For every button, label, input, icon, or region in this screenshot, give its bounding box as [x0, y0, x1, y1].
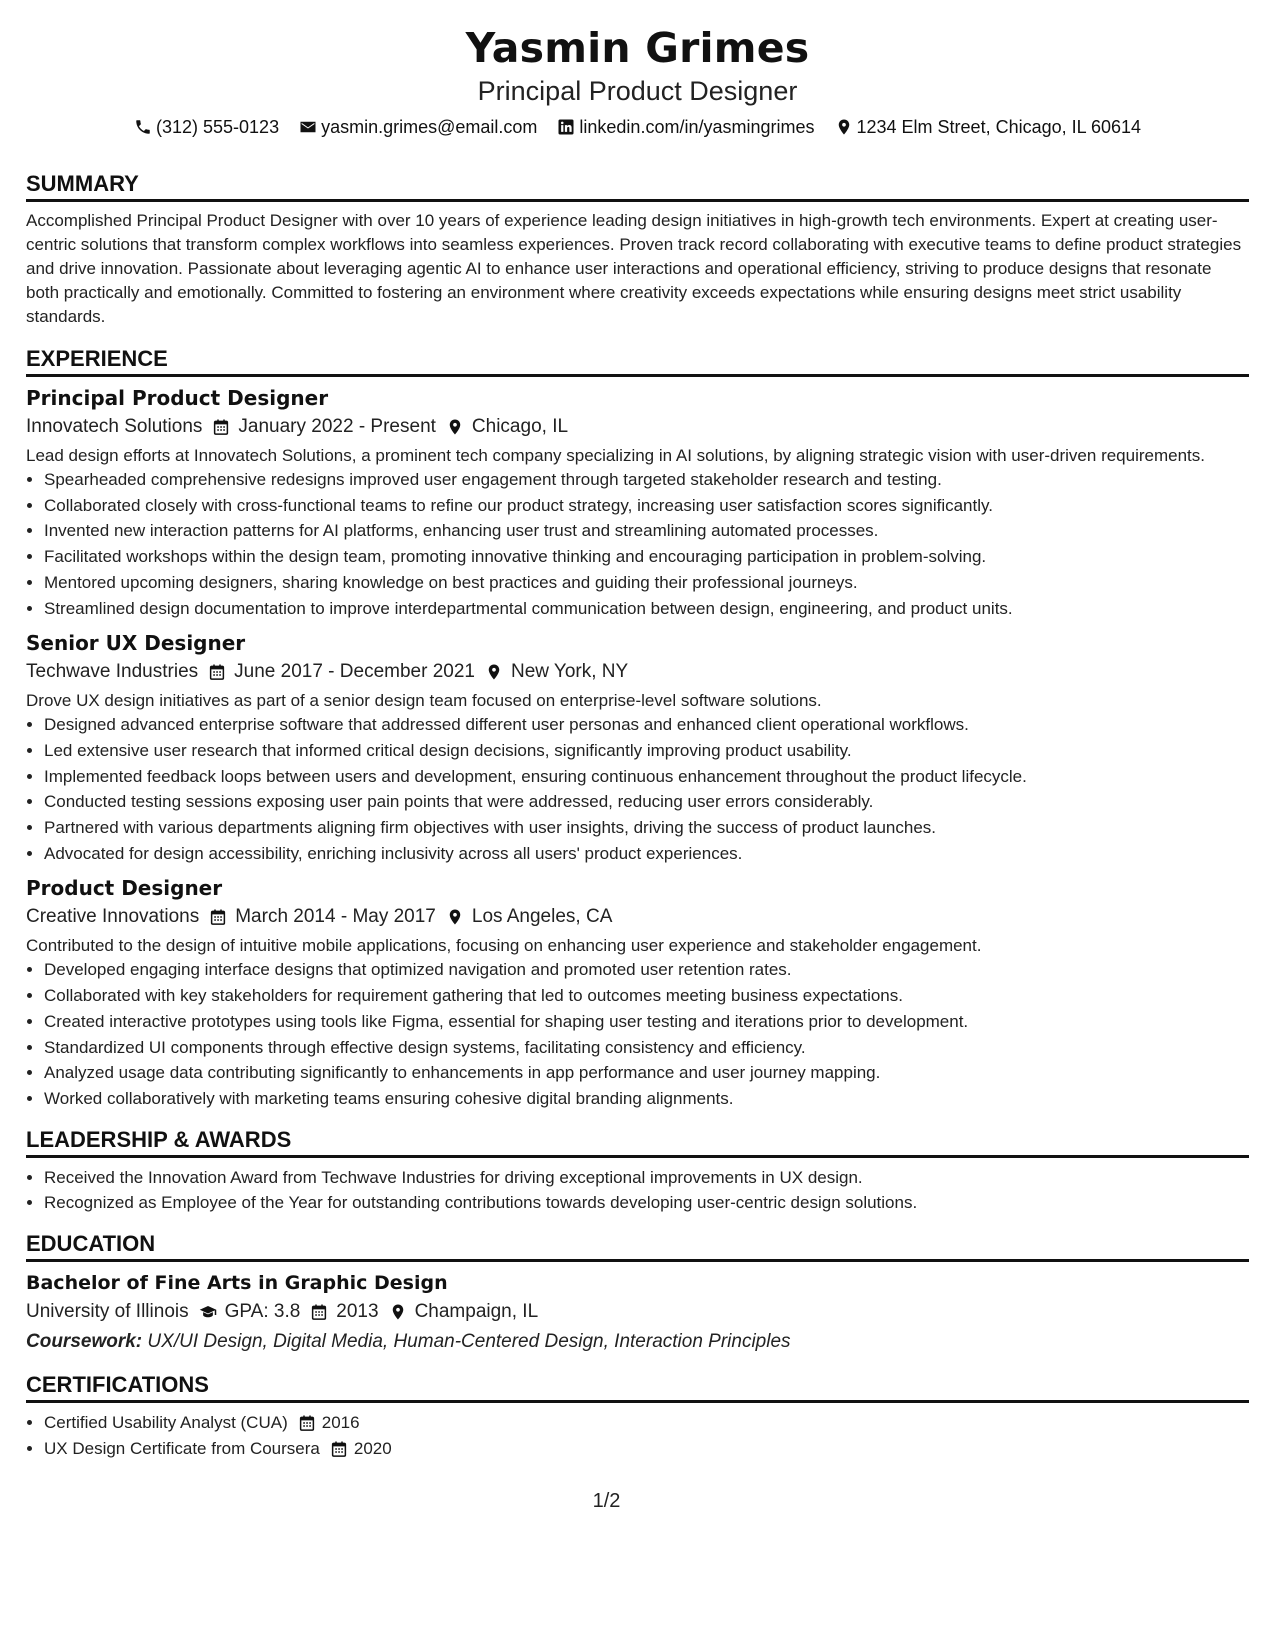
linkedin-link[interactable]: linkedin.com/in/yasmingrimes [579, 117, 815, 137]
list-item [44, 1410, 1249, 1436]
education-degree: Bachelor of Fine Arts in Graphic Design [26, 1272, 448, 1295]
calendar-icon [208, 663, 226, 681]
job-entry [26, 384, 1249, 621]
job-title: Principal Product Designer [26, 386, 329, 410]
summary-section [26, 170, 1249, 329]
job-description: Drove UX design initiatives as part of a senior design team focused on enterprise-level software solutions. [26, 691, 822, 711]
list-item: • Led extensive user research that informed critical design decisions, significantly improving product usability. [44, 738, 1249, 764]
contact-address [835, 114, 1142, 140]
map-pin-icon [485, 663, 503, 681]
job-location-text: New York, NY [510, 661, 629, 683]
resume-page [26, 22, 1249, 1461]
calendar-icon [310, 1303, 328, 1321]
list-item [44, 1436, 1249, 1462]
calendar-icon [330, 1440, 348, 1458]
list-item: • Spearheaded comprehensive redesigns improved user engagement through targeted stakeholder research and testing. [44, 467, 1249, 493]
email-link[interactable]: yasmin.grimes@email.com [321, 117, 538, 137]
job-description: Lead design efforts at Innovatech Solutions, a prominent tech company specializing in AI solutions, by aligning strategic vision with user-driven requirements. [26, 446, 1206, 465]
education-meta [26, 1297, 1249, 1327]
section-title-education: EDUCATION [26, 1230, 1249, 1262]
section-title-certifications: CERTIFICATIONS [26, 1371, 1249, 1403]
graduation-cap-icon [199, 1303, 217, 1321]
list-item: • Created interactive prototypes using tools like Figma, essential for shaping user testing and iterations prior to development. [44, 1009, 1249, 1035]
list-item: • Streamlined design documentation to improve interdepartmental communication between design, engineering, and product units. [44, 596, 1249, 622]
job-location-text: Chicago, IL [471, 416, 569, 437]
calendar-icon [298, 1414, 316, 1432]
list-item: • Recognized as Employee of the Year for outstanding contributions towards developing user-centric design solutions. [44, 1190, 1249, 1216]
calendar-icon [209, 908, 227, 926]
list-item: • Implemented feedback loops between users and development, ensuring continuous enhancement throughout the product lifecycle. [44, 764, 1249, 790]
section-title-experience: EXPERIENCE [26, 345, 1249, 377]
certification-name: • UX Design Certificate from Coursera [44, 1438, 320, 1458]
certification-name: • Certified Usability Analyst (CUA) [44, 1413, 288, 1433]
leadership-section [26, 1126, 1249, 1216]
coursework [26, 1327, 1249, 1357]
certification-year: 2016 [321, 1413, 360, 1433]
list-item: • Developed engaging interface designs that optimized navigation and promoted user retention rates. [44, 957, 1249, 983]
job-bullets [26, 712, 1249, 866]
list-item: • Advocated for design accessibility, enriching inclusivity across all users' product experiences. [44, 841, 1249, 867]
job-dates-text: March 2014 - May 2017 [235, 906, 436, 928]
education-school: University of Illinois [26, 1301, 189, 1323]
education-location-text: Champaign, IL [414, 1301, 539, 1323]
map-pin-icon [446, 908, 464, 926]
list-item: • Conducted testing sessions exposing user pain points that were addressed, reducing user errors considerably. [44, 789, 1249, 815]
list-item: • Facilitated workshops within the design team, promoting innovative thinking and encouraging participation in problem-solving. [44, 544, 1249, 570]
list-item: • Worked collaboratively with marketing teams ensuring cohesive digital branding alignments. [44, 1086, 1249, 1112]
gpa-text: GPA: 3.8 [224, 1301, 301, 1323]
list-item: • Collaborated closely with cross-functional teams to refine our product strategy, increasing user satisfaction scores significantly. [44, 493, 1249, 519]
job-dates [208, 657, 475, 687]
job-dates-text: January 2022 - Present [238, 416, 436, 437]
contact-info [26, 114, 1249, 140]
contact-phone [134, 114, 279, 140]
education-year [310, 1297, 378, 1327]
experience-section [26, 345, 1249, 1112]
job-meta [26, 657, 1249, 687]
job-meta [26, 412, 1249, 442]
section-title-leadership: LEADERSHIP & AWARDS [26, 1126, 1249, 1158]
job-company: Innovatech Solutions [26, 416, 203, 437]
summary-text: Accomplished Principal Product Designer with over 10 years of experience leading design initiatives in high-growth tech environments. Expert at creating user-centric solutions that transform complex workflows into seamless experiences. Proven track record collaborating with executive teams to define product strategies and drive innovation. Passionate about leveraging agentic AI to enhance user interactions and operational efficiency, striving to produce designs that resonate both practically and emotionally. Committed to fostering an environment where creativity exceeds expectations while ensuring designs meet strict usability standards. [26, 211, 1242, 326]
certifications-section [26, 1371, 1249, 1461]
education-gpa [199, 1297, 301, 1327]
certification-entry [44, 1410, 1249, 1436]
job-bullets [26, 957, 1249, 1111]
coursework-text: UX/UI Design, Digital Media, Human-Centered Design, Interaction Principles [147, 1331, 791, 1353]
section-title-summary: SUMMARY [26, 170, 1249, 202]
job-entry [26, 874, 1249, 1111]
list-item: • Received the Innovation Award from Techwave Industries for driving exceptional improvements in UX design. [44, 1165, 1249, 1191]
envelope-icon [299, 118, 317, 136]
certification-year: 2020 [353, 1438, 392, 1458]
job-dates-text: June 2017 - December 2021 [234, 661, 475, 683]
map-pin-icon [446, 418, 464, 436]
job-meta [26, 902, 1249, 932]
certification-entry [44, 1436, 1249, 1462]
year-text: 2013 [336, 1301, 379, 1323]
list-item: • Partnered with various departments aligning firm objectives with user insights, driving the success of product launches. [44, 815, 1249, 841]
job-company: Techwave Industries [26, 661, 199, 683]
candidate-name: Yasmin Grimes [465, 24, 810, 72]
job-dates [209, 902, 436, 932]
list-item: • Standardized UI components through effective design systems, facilitating consistency and efficiency. [44, 1035, 1249, 1061]
job-location [485, 657, 628, 687]
page-number: 1/2 [592, 1490, 621, 1512]
job-dates [212, 412, 436, 442]
coursework-label: Coursework: [26, 1331, 143, 1353]
list-item: • Invented new interaction patterns for AI platforms, enhancing user trust and streamlining automated processes. [44, 518, 1249, 544]
job-description: Contributed to the design of intuitive mobile applications, focusing on enhancing user experience and stakeholder engagement. [26, 936, 982, 956]
linkedin-icon [557, 118, 575, 136]
job-title: Senior UX Designer [26, 631, 246, 656]
job-company: Creative Innovations [26, 906, 200, 928]
list-item: • Analyzed usage data contributing significantly to enhancements in app performance and user journey mapping. [44, 1060, 1249, 1086]
education-location [389, 1297, 539, 1327]
candidate-headline: Principal Product Designer [477, 76, 798, 106]
phone-icon [134, 118, 152, 136]
job-location [446, 902, 612, 932]
resume-header [26, 22, 1249, 140]
certification-list [26, 1410, 1249, 1461]
contact-email[interactable] [299, 114, 537, 140]
address-text: 1234 Elm Street, Chicago, IL 60614 [856, 117, 1142, 137]
list-item: • Designed advanced enterprise software that addressed different user personas and enhanced client operational workflows. [44, 712, 1249, 738]
calendar-icon [212, 418, 230, 436]
job-bullets [26, 467, 1249, 621]
job-location [446, 412, 568, 442]
job-entry [26, 629, 1249, 866]
phone-text: (312) 555-0123 [155, 117, 280, 137]
map-pin-icon [389, 1303, 407, 1321]
contact-linkedin[interactable] [557, 114, 814, 140]
job-title: Product Designer [26, 876, 223, 901]
list-item: • Mentored upcoming designers, sharing knowledge on best practices and guiding their professional journeys. [44, 570, 1249, 596]
job-location-text: Los Angeles, CA [471, 906, 613, 928]
education-section [26, 1230, 1249, 1357]
map-pin-icon [835, 118, 853, 136]
list-item: • Collaborated with key stakeholders for requirement gathering that led to outcomes meeting business expectations. [44, 983, 1249, 1009]
leadership-bullets [26, 1165, 1249, 1216]
